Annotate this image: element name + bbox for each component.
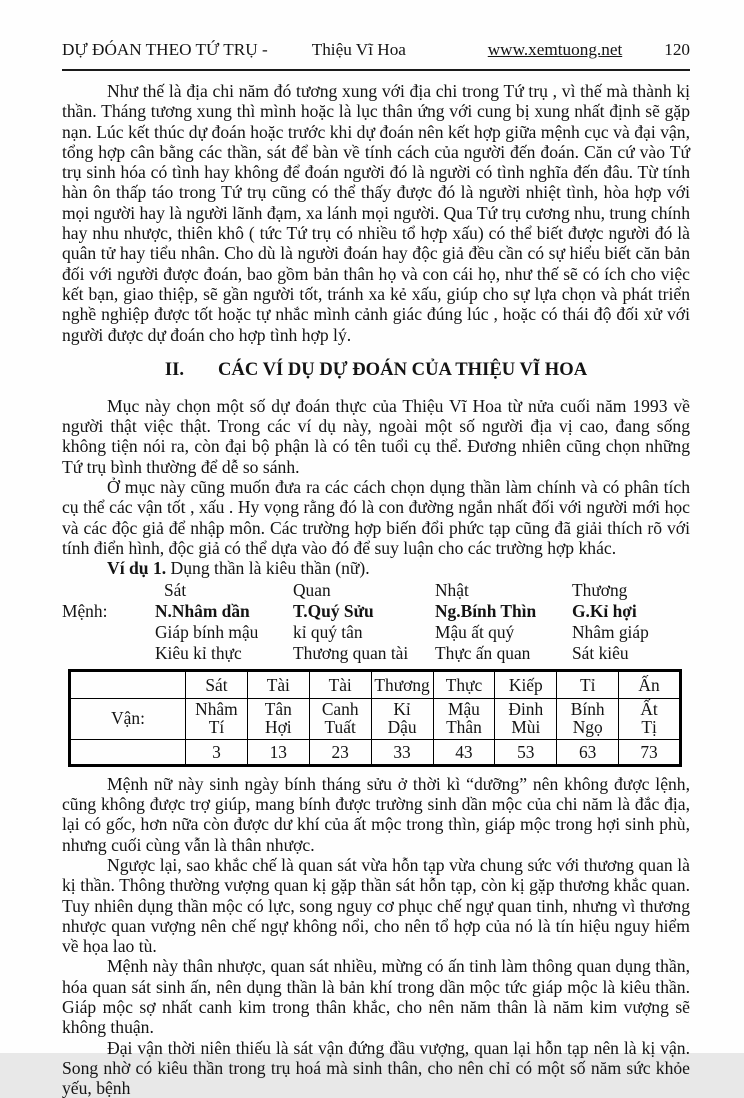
paragraph-method-intro: Ở mục này cũng muốn đưa ra các cách chọn dụng thần làm chính và có phân tích cụ thể các vận tốt , xấu . Hy vọng rằng đó là con đường ngắn nhất đối với người mới học và các độc giả để nhập môn. Các trường hợp biến đổi phức tạp cũng đã giải thích rõ với tính điển hình, độc giả có thể dựa vào đó để suy luận cho các trường hợp khác.	[62, 477, 690, 558]
menh-hidden-stems-row	[62, 622, 690, 643]
menh-hidden-hour: Nhâm giáp	[572, 621, 649, 642]
menh-hidden-gods-month: Thương quan tài	[293, 642, 409, 663]
menh-four-pillars	[62, 580, 690, 664]
menh-gods-row	[62, 580, 690, 601]
van-god: Ấn	[619, 670, 681, 698]
menh-hidden-gods-row	[62, 643, 690, 664]
van-god: Kiếp	[495, 670, 557, 698]
menh-hidden-gods-year: Kiêu kỉ thực	[155, 642, 242, 663]
paragraph-analysis-2: Ngược lại, sao khắc chế là quan sát vừa hỗn tạp vừa chung sức với thương quan là kị thần. Thông thường vượng quan kị gặp thần sát hỗn tạp, còn kị gặp thương khắc quan. Tuy nhiên dụng thần mộc có lực, song nguy cơ phục chế ngự quan tinh, nhưng vì thương nhược quan vượng nên chế ngự không nổi, cho nên tổ hợp của nó là tín hiệu nguy hiểm về họa lao tù.	[62, 854, 690, 957]
van-pillar: Mậu Thân	[433, 698, 495, 739]
van-age: 33	[371, 739, 433, 765]
menh-god-year: Sát	[164, 579, 187, 600]
book-title: DỰ ĐÓAN THEO TỨ TRỤ -	[62, 40, 268, 59]
menh-hidden-month: kỉ quý tân	[293, 621, 363, 642]
van-god: Sát	[186, 670, 248, 698]
menh-pillar-day: Ng.Bính Thìn	[435, 600, 537, 621]
van-pillar: Nhâm Tí	[186, 698, 248, 739]
author-name: Thiệu Vĩ Hoa	[311, 40, 406, 59]
menh-pillar-month: T.Quý Sửu	[293, 600, 374, 621]
van-pillar: Ất Tị	[619, 698, 681, 739]
van-age: 23	[309, 739, 371, 765]
menh-god-day: Nhật	[435, 579, 469, 600]
paragraph-analysis-4: Đại vận thời niên thiếu là sát vận đứng đầu vượng, quan lại hỗn tạp nên là kị vận. Song nhờ có kiêu thần trong trụ hoá mà sinh thân, cho nên chỉ có một số năm sức khỏe yếu, bệnh	[62, 1037, 690, 1098]
website-link[interactable]: www.xemtuong.net	[487, 40, 623, 59]
van-age: 3	[186, 739, 248, 765]
header-divider	[62, 69, 690, 71]
van-age: 13	[247, 739, 309, 765]
van-god: Tỉ	[557, 670, 619, 698]
van-age: 53	[495, 739, 557, 765]
paragraph-intro: Như thế là địa chi năm đó tương xung với địa chi trong Tứ trụ , vì thế mà thành kị thần. Tháng tương xung thì mình hoặc là lục thân ứng với cung bị xung nhất định sẽ gặp nạn. Lúc kết thúc dự đoán hoặc trước khi dự đoán nên kết hợp giữa mệnh cục và đại vận, tổng hợp cân bằng các thần, sát để bàn về tính cách của người đến đoán. Căn cứ vào Tứ trụ sinh hóa có tình hay không để đoán người đó là người có tình nghĩa đến đâu. Từ tính hàn ôn thấp táo trong Tứ trụ cũng có thể thấy được đó là người nhiệt tình, hòa hợp với mọi người hay là người lãnh đạm, xa lánh mọi người. Qua Tứ trụ cương nhu, trung chính hay nhu nhược, thiên khô ( tức Tứ trụ có nhiều tổ hợp xấu) có thể biết được người đó là quân tử hay tiểu nhân. Cho dù là người đoán hay độc giả đều cần có sự hiểu biết căn bản đối với người được đoán, bao gồm bản thân họ và con cái họ, như thế sẽ có ích cho việc kết bạn, giao thiệp, sẽ gần người tốt, tránh xa kẻ xấu, giúp cho sự lựa chọn và phát triển nghề nghiệp được tốt hoặc tự nhắc mình cảnh giác đúng lúc , hoặc có thái độ đối xử với người được dự đoán cho hợp tình hợp lý.	[62, 81, 690, 345]
van-god: Thực	[433, 670, 495, 698]
example-1-caption	[62, 558, 690, 578]
example-1-label: Ví dụ 1.	[107, 558, 167, 579]
menh-pillar-year: N.Nhâm dần	[155, 600, 250, 621]
van-age: 73	[619, 739, 681, 765]
van-god: Thương	[371, 670, 433, 698]
section-title: CÁC VÍ DỤ DỰ ĐOÁN CỦA THIỆU VĨ HOA	[217, 358, 588, 380]
menh-hidden-year: Giáp bính mậu	[155, 621, 259, 642]
dai-van-pillars-row	[70, 698, 681, 739]
van-god: Tài	[247, 670, 309, 698]
dai-van-table	[68, 669, 682, 767]
van-label: Vận:	[70, 698, 186, 739]
van-age: 43	[433, 739, 495, 765]
dai-van-gods-row	[70, 670, 681, 698]
menh-hidden-day: Mậu ất quý	[435, 621, 515, 642]
menh-god-month: Quan	[293, 579, 331, 600]
section-heading	[62, 359, 690, 381]
menh-hidden-gods-day: Thực ấn quan	[435, 642, 531, 663]
section-numeral: II.	[164, 358, 184, 380]
page-header	[62, 40, 690, 60]
paragraph-analysis-1: Mệnh nữ này sinh ngày bính tháng sửu ở thời kì “dưỡng” nên không được lệnh, cũng không được trợ giúp, mang bính được trường sinh dần mộc của chi năm là đắc địa, lại có gốc, hơn nữa còn được dư khí của ất mộc trong thìn, giáp mộc trong hợi sinh phù, nhưng cuối cùng vẫn là thân nhược.	[62, 773, 690, 855]
van-pillar: Tân Hợi	[247, 698, 309, 739]
menh-label: Mệnh:	[62, 600, 108, 621]
dai-van-ages-row	[70, 739, 681, 765]
menh-god-hour: Thương	[572, 579, 628, 600]
van-pillar: Bính Ngọ	[557, 698, 619, 739]
paragraph-examples-intro: Mục này chọn một số dự đoán thực của Thiệu Vĩ Hoa từ nửa cuối năm 1993 về người thật việc thật. Trong các ví dụ này, ngoài một số người địa vị cao, đang sống không tiện nói ra, còn đại bộ phận là có tên tuổi cụ thể. Đương nhiên cũng chọn những Tứ trụ bình thường để dễ so sánh.	[62, 395, 690, 477]
menh-pillars-row	[62, 601, 690, 622]
van-age: 63	[557, 739, 619, 765]
page-number: 120	[664, 40, 690, 59]
paragraph-analysis-3: Mệnh này thân nhược, quan sát nhiều, mừng có ấn tinh làm thông quan dụng thần, hóa quan sát sinh ấn, nên dụng thần là bản khí trong dần mộc tức giáp mộc là kiêu thần. Giáp mộc sợ nhất canh kim trong thân khắc, cho nên năm thân là năm kim vượng sẽ không thuận.	[62, 956, 690, 1038]
van-pillar: Đinh Mùi	[495, 698, 557, 739]
van-pillar: Kỉ Dậu	[371, 698, 433, 739]
menh-hidden-gods-hour: Sát kiêu	[572, 642, 629, 663]
van-god: Tài	[309, 670, 371, 698]
example-1-text: Dụng thần là kiêu thần (nữ).	[166, 558, 370, 579]
menh-pillar-hour: G.Kỉ hợi	[572, 600, 637, 621]
van-pillar: Canh Tuất	[309, 698, 371, 739]
